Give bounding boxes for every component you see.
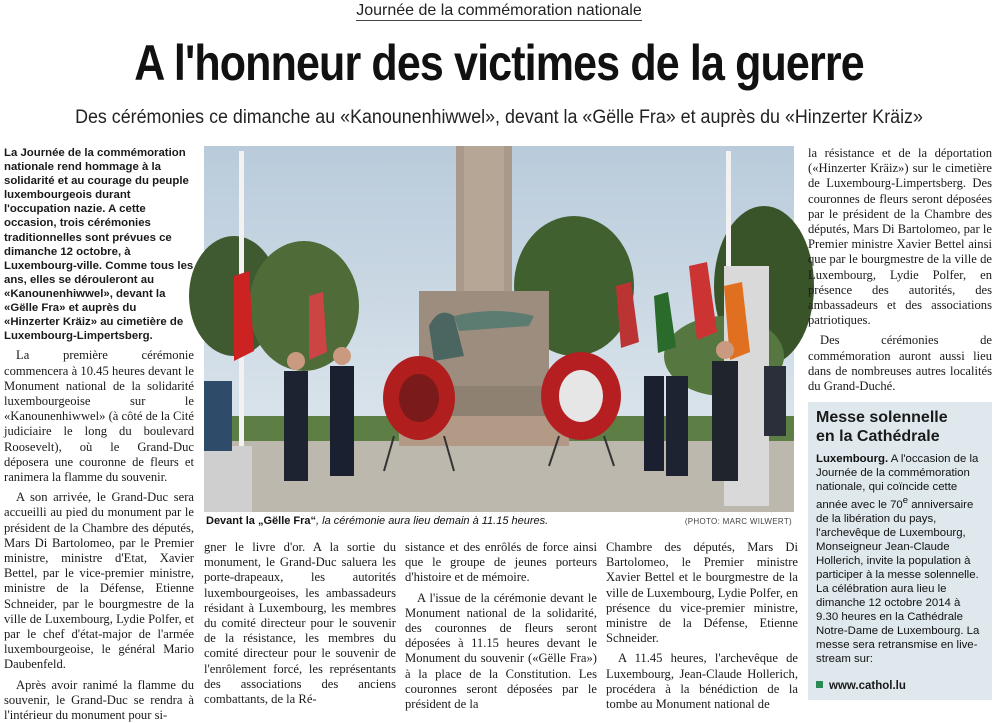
paragraph: A son arrivée, le Grand-Duc sera accueilli au pied du monument par le président de la Chambre des députés, Mars Di Bartolomeo, par le Premier ministre, ministre d'Etat, Xavier Bettel, par le vice-premier ministre, ministre de la Défense, Etienne Schneider, par le bourgmestre de la ville de Luxembourg, Lydie Polfer, et par le chef d'état-major de l'armée luxembourgeoise, le général Mario Daubenfeld. — [4, 490, 194, 672]
kicker-text: Journée de la commémoration nationale — [356, 2, 642, 19]
article-column-2 — [204, 540, 396, 707]
paragraph: sistance et des enrôlés de force ainsi que le groupe de jeunes porteurs d'histoire et de mémoire. — [405, 540, 597, 585]
article-column-1 — [4, 146, 194, 722]
caption-label: Devant la „Gëlle Fra“ — [206, 515, 317, 527]
subheadline: Des cérémonies ce dimanche au «Kanounenhiwwel», devant la «Gëlle Fra» et auprès du «Hinzerter Kräiz» — [75, 107, 923, 128]
sidebar-superscript: e — [902, 495, 909, 506]
ceremony-photo — [204, 146, 794, 512]
sidebar-box — [808, 402, 992, 700]
photo-caption — [206, 515, 792, 527]
sidebar-text-2: anniversaire de la libération du pays, l'archevêque de Luxembourg, Monseigneur Jean-Claude Hollerich, invite la population à participer à la messe solennelle. La célébration aura lieu le dimanche 12 octobre 2014 à 9.30 heures en la Cathédrale Notre-Dame de Luxembourg. La messe sera retransmise en live-stream sur: — [816, 498, 980, 665]
sidebar-title-line-1: Messe solennelle — [816, 409, 948, 426]
paragraph: A 11.45 heures, l'archevêque de Luxembourg, Jean-Claude Hollerich, procédera à la bénédiction de la tombe au Monument national de — [606, 651, 798, 712]
paragraph: Après avoir ranimé la flamme du souvenir, le Grand-Duc se rendra à l'intérieur du monument pour si- — [4, 677, 194, 722]
article-column-3 — [405, 540, 597, 712]
paragraph: La première cérémonie commencera à 10.45 heures devant le Monument national de la solidarité luxembourgeoise sur le «Kanounenhiwwel» (à côté de la Cité judiciaire le long du boulevard Roosevelt), où le Grand-Duc déposera une couronne de fleurs et ranimera la flamme du souvenir. — [4, 348, 194, 484]
paragraph: Chambre des députés, Mars Di Bartolomeo, le Premier ministre Xavier Bettel et le bourgmestre de la ville de Luxembourg, Lydie Polfer, en présence du vice-premier ministre, ministre de la Défense, Etienne Schneider. — [606, 540, 798, 646]
sidebar-link-text[interactable]: www.cathol.lu — [829, 680, 906, 692]
sidebar-body — [816, 452, 984, 666]
sidebar-link[interactable] — [816, 680, 906, 692]
lead-paragraph: La Journée de la commémoration nationale rend hommage à la solidarité et au courage du peuple luxembourgeois durant l'occupation nazie. A cette occasion, trois cérémonies traditionnelles sont prévues ce dimanche 12 octobre, à Luxembourg-ville. Comme tous les ans, elles se dérouleront au «Kanounenhiwwel», devant la «Gëlle Fra» et auprès du «Hinzerter Kräiz» au cimetière de Luxembourg-Limpertsberg. — [4, 147, 194, 343]
sidebar-text-1: A l'occasion de la Journée de la commémoration nationale, qui coïncide cette année avec le 70 — [816, 453, 979, 511]
photo-credit: (PHOTO: MARC WILWERT) — [684, 517, 792, 526]
caption-text: , la cérémonie aura lieu demain à 11.15 heures. — [316, 515, 549, 527]
paragraph: A l'issue de la cérémonie devant le Monument national de la solidarité, des couronnes de fleurs seront déposées à 11.15 heures devant le Monument du souvenir («Gëlle Fra») à la place de la Constitution. Les couronnes seront déposées par le président de la — [405, 590, 597, 712]
paragraph: Des cérémonies de commémoration auront aussi lieu dans de nombreuses autres localités du Grand-Duché. — [808, 333, 992, 394]
paragraph: gner le livre d'or. A la sortie du monument, le Grand-Duc saluera les porte-drapeaux, les autorités luxembourgeoises, les ambassadeurs résidant à Luxembourg, les membres du comité directeur pour le souvenir de la résistance, les membres du comité directeur pour le souvenir de l'enrôlement forcé, les représentants des associations des anciens combattants, de la Ré- — [204, 540, 396, 707]
bullet-square-icon — [816, 681, 823, 688]
ceremony-photo-illustration — [204, 146, 794, 512]
article-column-4 — [606, 540, 798, 712]
sidebar-title — [816, 408, 984, 446]
paragraph: la résistance et de la déportation («Hinzerter Kräiz») sur le cimetière de Luxembourg-Limpertsberg. Des couronnes de fleurs seront déposées par le président de la Chambre des députés, Mars Di Bartolomeo, par le Premier ministre Xavier Bettel ainsi que par le bourgmestre de la ville de Luxembourg, Lydie Polfer, en présence des autorités, des ambassadeurs et des associations patriotiques. — [808, 146, 992, 328]
headline: A l'honneur des victimes de la guerre — [134, 35, 864, 91]
kicker — [0, 2, 998, 20]
sidebar-title-line-2: en la Cathédrale — [816, 428, 940, 445]
sidebar-dateline: Luxembourg. — [816, 453, 889, 465]
article-column-5 — [808, 146, 992, 394]
